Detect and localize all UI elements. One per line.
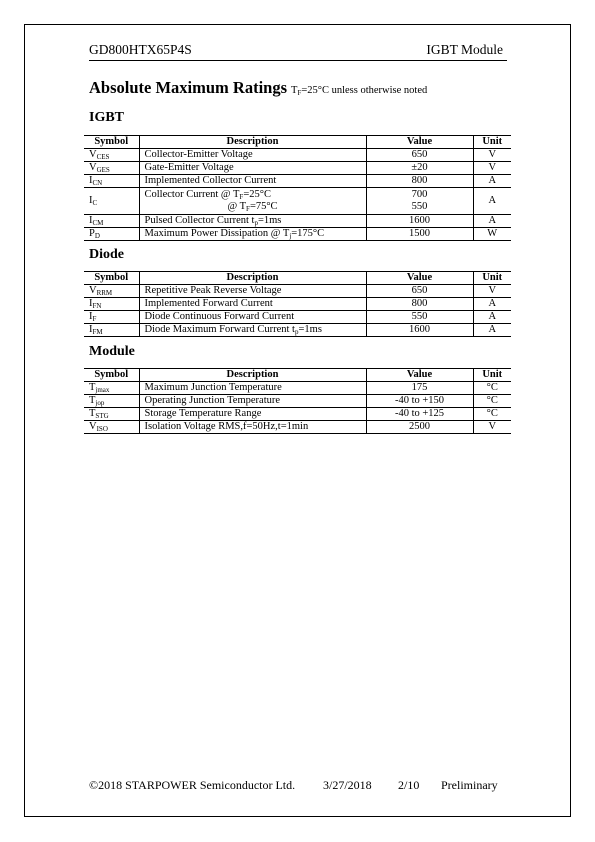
unit: A xyxy=(473,324,511,337)
section-title xyxy=(89,78,427,98)
table-row xyxy=(84,188,511,215)
value: 650 xyxy=(366,149,473,162)
unit: A xyxy=(473,215,511,228)
table-row xyxy=(84,215,511,228)
value: 650 xyxy=(366,285,473,298)
col-value: Value xyxy=(366,272,473,285)
value: ±20 xyxy=(366,162,473,175)
value: 800 xyxy=(366,298,473,311)
description: Diode Continuous Forward Current xyxy=(139,311,366,324)
symbol: $T_{jop}$ xyxy=(84,395,139,408)
unit: V xyxy=(473,421,511,434)
value: -40 to +125 xyxy=(366,408,473,421)
symbol: $I_{CN}$ xyxy=(84,175,139,188)
symbol: $V_{RRM}$ xyxy=(84,285,139,298)
unit: V xyxy=(473,285,511,298)
footer-status: Preliminary xyxy=(441,778,498,792)
product-type: IGBT Module xyxy=(426,42,503,57)
title-main: Absolute Maximum Ratings xyxy=(89,78,288,97)
table-row xyxy=(84,324,511,337)
description: Gate-Emitter Voltage xyxy=(139,162,366,175)
value: 700 550 xyxy=(366,188,473,215)
col-value: Value xyxy=(366,369,473,382)
unit: V xyxy=(473,162,511,175)
col-symbol: Symbol xyxy=(84,369,139,382)
description: Implemented Forward Current xyxy=(139,298,366,311)
table-row xyxy=(84,285,511,298)
description: Pulsed Collector Current $t_p=1ms$ xyxy=(139,215,366,228)
unit: W xyxy=(473,228,511,241)
unit: °C xyxy=(473,395,511,408)
description: Maximum Junction Temperature xyxy=(139,382,366,395)
symbol: $I_C$ xyxy=(84,188,139,215)
table-row xyxy=(84,395,511,408)
table-row xyxy=(84,298,511,311)
symbol: $V_{ISO}$ xyxy=(84,421,139,434)
table-row xyxy=(84,162,511,175)
unit: A xyxy=(473,175,511,188)
col-symbol: Symbol xyxy=(84,136,139,149)
value: 550 xyxy=(366,311,473,324)
col-description: Description xyxy=(139,136,366,149)
table-header-row xyxy=(84,272,511,285)
symbol: $I_F$ xyxy=(84,311,139,324)
description: Implemented Collector Current xyxy=(139,175,366,188)
footer-copyright: ©2018 STARPOWER Semiconductor Ltd. xyxy=(89,778,296,792)
unit: A xyxy=(473,298,511,311)
col-unit: Unit xyxy=(473,272,511,285)
table-header-row xyxy=(84,136,511,149)
col-description: Description xyxy=(139,369,366,382)
description: Operating Junction Temperature xyxy=(139,395,366,408)
value: 1600 xyxy=(366,324,473,337)
value: 1500 xyxy=(366,228,473,241)
footer-date: 3/27/2018 xyxy=(323,778,372,792)
description: Isolation Voltage RMS,f=50Hz,t=1min xyxy=(139,421,366,434)
value: 175 xyxy=(366,382,473,395)
symbol: $V_{CES}$ xyxy=(84,149,139,162)
symbol: $T_{STG}$ xyxy=(84,408,139,421)
value: 800 xyxy=(366,175,473,188)
description: Collector-Emitter Voltage xyxy=(139,149,366,162)
module-heading: Module xyxy=(89,344,135,359)
col-unit: Unit xyxy=(473,369,511,382)
diode-table xyxy=(84,271,511,337)
value: -40 to +150 xyxy=(366,395,473,408)
unit: °C xyxy=(473,382,511,395)
table-row xyxy=(84,228,511,241)
value: 1600 xyxy=(366,215,473,228)
table-row xyxy=(84,149,511,162)
symbol: $I_{FM}$ xyxy=(84,324,139,337)
symbol: $V_{GES}$ xyxy=(84,162,139,175)
symbol: $P_D$ xyxy=(84,228,139,241)
page-header xyxy=(89,42,507,61)
description: Repetitive Peak Reverse Voltage xyxy=(139,285,366,298)
symbol: $I_{FN}$ xyxy=(84,298,139,311)
description: Diode Maximum Forward Current $t_p=1ms$ xyxy=(139,324,366,337)
igbt-heading: IGBT xyxy=(89,110,125,125)
value: 2500 xyxy=(366,421,473,434)
symbol: $I_{CM}$ xyxy=(84,215,139,228)
unit: °C xyxy=(473,408,511,421)
igbt-table xyxy=(84,135,511,241)
module-table xyxy=(84,368,511,434)
table-row xyxy=(84,175,511,188)
description: Storage Temperature Range xyxy=(139,408,366,421)
title-condition: $T_F=25^\circ C$ unless otherwise noted xyxy=(291,85,428,97)
symbol: $T_{jmax}$ xyxy=(84,382,139,395)
col-value: Value xyxy=(366,136,473,149)
footer-page-number: 2/10 xyxy=(398,778,420,792)
diode-heading: Diode xyxy=(89,247,124,262)
table-row xyxy=(84,421,511,434)
table-row xyxy=(84,382,511,395)
unit: A xyxy=(473,188,511,215)
unit: A xyxy=(473,311,511,324)
table-row xyxy=(84,311,511,324)
col-description: Description xyxy=(139,272,366,285)
description: Collector Current @ $T_F=25^\circ C$ @ $T_F=75^\circ C$ xyxy=(139,188,366,215)
table-row xyxy=(84,408,511,421)
description: Maximum Power Dissipation @ $T_j=175^\circ C$ xyxy=(139,228,366,241)
part-number: GD800HTX65P4S xyxy=(89,42,192,57)
table-header-row xyxy=(84,369,511,382)
unit: V xyxy=(473,149,511,162)
col-unit: Unit xyxy=(473,136,511,149)
col-symbol: Symbol xyxy=(84,272,139,285)
